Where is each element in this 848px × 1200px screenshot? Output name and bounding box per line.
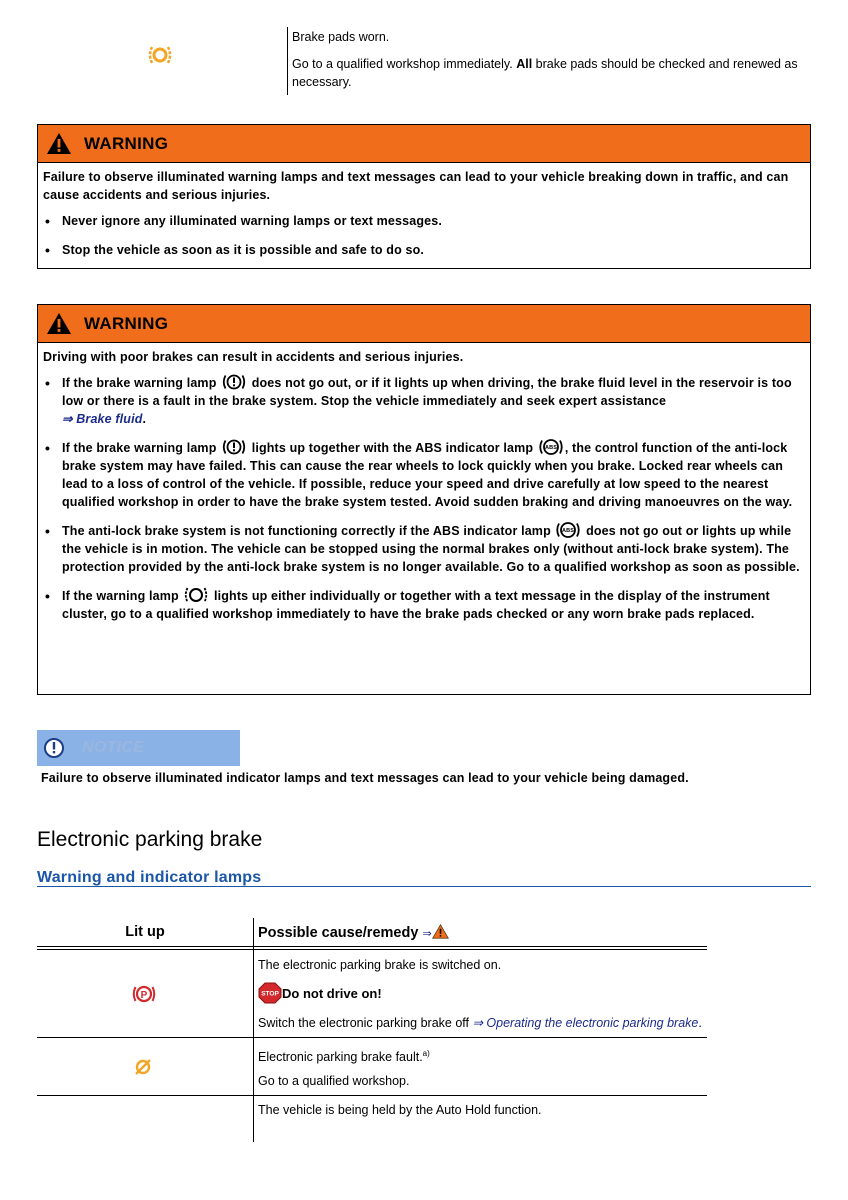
notice-info-icon	[43, 737, 65, 759]
svg-text:ABS: ABS	[544, 444, 557, 451]
warning-bullet: • The anti-lock brake system is not functioning correctly if the ABS indicator lamp ABS does not go out or lights up while the vehicle is in motion. The vehicle can be stopped using the normal brakes only (without anti-lock brake system). The protection provided by the anti-lock brake system is no longer available. Go to a qualified workshop as soon as possible.	[43, 522, 804, 576]
subsection-rule	[37, 886, 811, 887]
row1-warning: STOP Do not drive on!	[258, 982, 382, 1004]
brake-pads-status: Brake pads worn.	[292, 30, 390, 44]
abs-indicator-icon	[538, 438, 564, 456]
parking-brake-red-icon	[131, 984, 157, 1004]
warning-header	[38, 305, 810, 343]
abs-indicator-icon	[555, 521, 581, 539]
notice-text: Failure to observe illuminated indicator lamps and text messages can lead to your vehicle being damaged.	[41, 771, 689, 785]
footnote-marker: a)	[422, 1049, 430, 1058]
parking-brake-fault-yellow-icon	[133, 1058, 153, 1076]
warning-box-1	[37, 124, 811, 269]
table-header-rule	[37, 946, 707, 947]
brake-pads-remedy: Go to a qualified workshop immediately. All brake pads should be checked and renewed as necessary.	[292, 57, 798, 89]
table-row-rule	[37, 1037, 707, 1038]
brake-warning-icon	[221, 438, 247, 456]
table-header-lit-up: Lit up	[125, 924, 165, 940]
svg-text:P: P	[140, 990, 148, 1001]
warning-intro: Failure to observe illuminated warning lamps and text messages can lead to your vehicle breaking down in traffic, and can cause accidents and serious injuries.	[43, 170, 789, 202]
warning-box-2	[37, 304, 811, 695]
operating-parking-brake-link[interactable]: ⇒ Operating the electronic parking brake	[472, 1016, 699, 1030]
section-title: Electronic parking brake	[37, 828, 263, 851]
row2-status: Electronic parking brake fault.$^{a)}$	[258, 1049, 430, 1065]
warning-triangle-icon[interactable]	[432, 924, 449, 939]
table-column-divider	[253, 918, 254, 1142]
warning-title: WARNING	[84, 134, 169, 153]
brake-pad-wear-icon	[183, 586, 209, 604]
table-row-rule	[37, 1095, 707, 1096]
warning-triangle-icon	[46, 132, 72, 155]
subsection-title: Warning and indicator lamps	[37, 869, 262, 886]
row1-remedy: Switch the electronic parking brake off ⇒ Operating the electronic parking brake.	[258, 1016, 702, 1030]
notice-title: NOTICE	[82, 739, 145, 756]
row2-remedy: Go to a qualified workshop.	[258, 1074, 410, 1088]
warning-bullet: • Stop the vehicle as soon as it is possible and safe to do so.	[43, 241, 804, 259]
svg-text:ABS: ABS	[562, 527, 575, 534]
brake-pads-row	[0, 0, 848, 100]
table-header-rule	[37, 949, 707, 950]
warning-bullet: • If the warning lamp lights up either individually or together with a text message in the display of the instrument cluster, go to a qualified workshop immediately to have the brake pads checked or any worn brake pads replaced.	[43, 587, 804, 623]
warning-header	[38, 125, 810, 163]
column-divider	[287, 27, 288, 95]
warning-body	[38, 343, 810, 623]
svg-text:STOP: STOP	[261, 990, 279, 998]
warning-triangle-icon	[46, 312, 72, 335]
warning-intro: Driving with poor brakes can result in accidents and serious injuries.	[43, 350, 464, 364]
stop-icon	[258, 982, 282, 1004]
brake-warning-icon	[221, 373, 247, 391]
warning-bullet: • Never ignore any illuminated warning lamps or text messages.	[43, 212, 804, 230]
brake-pad-wear-icon	[147, 44, 173, 71]
row3-status: The vehicle is being held by the Auto Hold function.	[258, 1103, 542, 1117]
brake-fluid-link[interactable]: ⇒ Brake fluid	[62, 412, 143, 426]
warning-body	[38, 163, 810, 259]
row1-status: The electronic parking brake is switched on.	[258, 958, 502, 972]
warning-bullet: • If the brake warning lamp does not go out, or if it lights up when driving, the brake fluid level in the reservoir is too low or there is a fault in the brake system. Stop the vehicle immediately and seek expert assistance ⇒ Brake fluid.	[43, 374, 804, 428]
table-header-cause: Possible cause/remedy ⇒	[258, 924, 449, 941]
warning-bullet: • If the brake warning lamp lights up together with the ABS indicator lamp ABS , the control function of the anti-lock brake system may have failed. This can cause the rear wheels to lock quickly when you brake. Locked rear wheels can lead to a loss of control of the vehicle. If possible, reduce your speed and drive carefully at low speed to the nearest qualified workshop in order to have the brake system tested. Avoid sudden braking and driving manoeuvres on the way.	[43, 439, 804, 511]
warning-title: WARNING	[84, 314, 169, 333]
